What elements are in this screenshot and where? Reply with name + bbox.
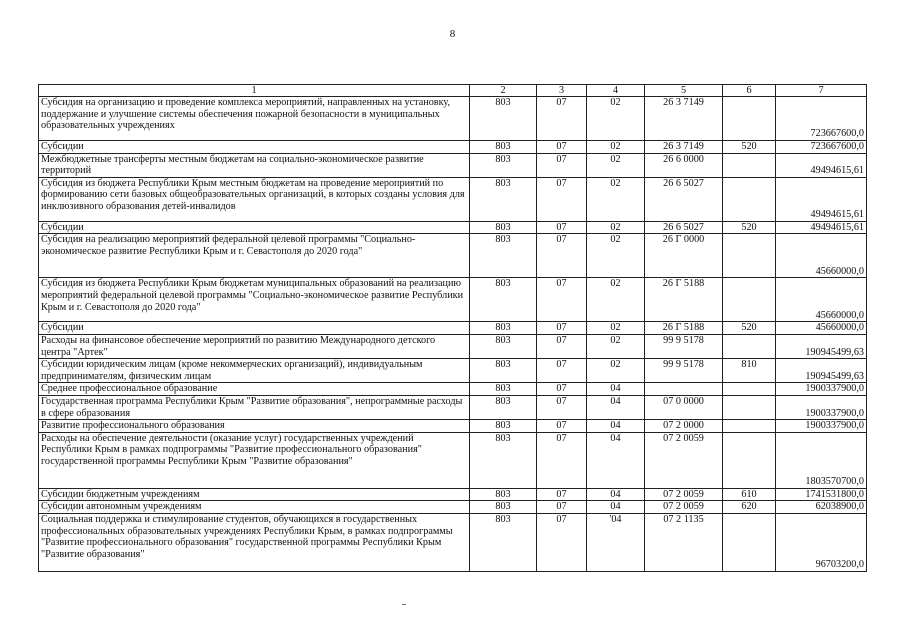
subsection-cell: 02 [587, 322, 645, 335]
grbs-cell: 803 [470, 153, 537, 177]
amount-cell: 190945499,63 [776, 334, 867, 358]
target-article-cell: 99 9 5178 [645, 334, 723, 358]
subsection-cell: 02 [587, 359, 645, 383]
section-cell: 07 [537, 432, 587, 488]
subsection-cell: 04 [587, 488, 645, 501]
grbs-cell: 803 [470, 97, 537, 141]
row-name-cell: Государственная программа Республики Крым "Развитие образования", непрограммные расходы в сфере образования [39, 395, 470, 419]
header-cell: 1 [39, 85, 470, 97]
table-row [39, 97, 867, 141]
row-name-cell: Субсидия из бюджета Республики Крым местным бюджетам на проведение мероприятий по формированию сети базовых общеобразовательных организаций, в которых созданы условия для инклюзивного образования детей-инвалидов [39, 177, 470, 221]
section-cell: 07 [537, 153, 587, 177]
row-name-cell: Субсидия на организацию и проведение комплекса мероприятий, направленных на установку, поддержание и улучшение системы обеспечения пожарной безопасности в муниципальных образовательных учреждениях [39, 97, 470, 141]
row-name-cell: Развитие профессионального образования [39, 420, 470, 433]
section-cell: 07 [537, 97, 587, 141]
subsection-cell: 04 [587, 420, 645, 433]
grbs-cell: 803 [470, 420, 537, 433]
table-row [39, 359, 867, 383]
table-row [39, 513, 867, 571]
expense-type-cell [723, 177, 776, 221]
expense-type-cell: 520 [723, 322, 776, 335]
target-article-cell: 26 3 7149 [645, 141, 723, 154]
subsection-cell: 04 [587, 383, 645, 396]
grbs-cell: 803 [470, 177, 537, 221]
target-article-cell: 07 2 0059 [645, 488, 723, 501]
expense-type-cell: 520 [723, 221, 776, 234]
scan-mark [402, 604, 406, 605]
section-cell: 07 [537, 359, 587, 383]
section-cell: 07 [537, 221, 587, 234]
grbs-cell: 803 [470, 501, 537, 514]
target-article-cell: 07 2 0059 [645, 501, 723, 514]
row-name-cell: Расходы на обеспечение деятельности (оказание услуг) государственных учреждений Республики Крым в рамках подпрограммы "Развитие профессионального образования" государственной программы Республики Крым "Развитие образования" [39, 432, 470, 488]
subsection-cell: 04 [587, 432, 645, 488]
amount-cell: 1803570700,0 [776, 432, 867, 488]
expense-type-cell: 810 [723, 359, 776, 383]
expense-type-cell [723, 383, 776, 396]
subsection-cell: '04 [587, 513, 645, 571]
subsection-cell: 02 [587, 141, 645, 154]
amount-cell: 190945499,63 [776, 359, 867, 383]
table-row [39, 488, 867, 501]
amount-cell: 1741531800,0 [776, 488, 867, 501]
expense-type-cell [723, 432, 776, 488]
amount-cell: 1900337900,0 [776, 420, 867, 433]
grbs-cell: 803 [470, 383, 537, 396]
expense-type-cell: 620 [723, 501, 776, 514]
row-name-cell: Межбюджетные трансферты местным бюджетам на социально-экономическое развитие территорий [39, 153, 470, 177]
section-cell: 07 [537, 334, 587, 358]
target-article-cell: 26 Г 0000 [645, 234, 723, 278]
row-name-cell: Расходы на финансовое обеспечение мероприятий по развитию Международного детского центра "Артек" [39, 334, 470, 358]
amount-cell: 62038900,0 [776, 501, 867, 514]
section-cell: 07 [537, 488, 587, 501]
amount-cell: 49494615,61 [776, 177, 867, 221]
table-row [39, 501, 867, 514]
amount-cell: 96703200,0 [776, 513, 867, 571]
row-name-cell: Субсидия на реализацию мероприятий федеральной целевой программы "Социально-экономическое развитие Республики Крым и г. Севастополя до 2020 года" [39, 234, 470, 278]
expense-type-cell [723, 334, 776, 358]
amount-cell: 1900337900,0 [776, 395, 867, 419]
subsection-cell: 04 [587, 501, 645, 514]
grbs-cell: 803 [470, 334, 537, 358]
target-article-cell: 99 9 5178 [645, 359, 723, 383]
expense-type-cell: 610 [723, 488, 776, 501]
target-article-cell [645, 383, 723, 396]
table-header-row [39, 85, 867, 97]
amount-cell: 45660000,0 [776, 322, 867, 335]
table-row [39, 177, 867, 221]
target-article-cell: 07 0 0000 [645, 395, 723, 419]
target-article-cell: 26 6 5027 [645, 221, 723, 234]
target-article-cell: 26 3 7149 [645, 97, 723, 141]
target-article-cell: 26 6 0000 [645, 153, 723, 177]
row-name-cell: Субсидии [39, 221, 470, 234]
header-cell: 5 [645, 85, 723, 97]
subsection-cell: 02 [587, 177, 645, 221]
amount-cell: 723667600,0 [776, 141, 867, 154]
table-row [39, 234, 867, 278]
target-article-cell: 07 2 0059 [645, 432, 723, 488]
table-row [39, 153, 867, 177]
expense-type-cell [723, 513, 776, 571]
header-cell: 2 [470, 85, 537, 97]
grbs-cell: 803 [470, 432, 537, 488]
subsection-cell: 02 [587, 97, 645, 141]
subsection-cell: 02 [587, 278, 645, 322]
expense-type-cell [723, 420, 776, 433]
grbs-cell: 803 [470, 322, 537, 335]
expense-type-cell [723, 234, 776, 278]
target-article-cell: 07 2 1135 [645, 513, 723, 571]
target-article-cell: 26 6 5027 [645, 177, 723, 221]
expense-type-cell [723, 153, 776, 177]
budget-table [38, 84, 867, 572]
row-name-cell: Среднее профессиональное образование [39, 383, 470, 396]
amount-cell: 49494615,61 [776, 221, 867, 234]
header-cell: 3 [537, 85, 587, 97]
subsection-cell: 02 [587, 153, 645, 177]
section-cell: 07 [537, 395, 587, 419]
table-row [39, 221, 867, 234]
target-article-cell: 26 Г 5188 [645, 278, 723, 322]
row-name-cell: Социальная поддержка и стимулирование студентов, обучающихся в государственных профессиональных образовательных учреждениях Республики Крым, в рамках подпрограммы "Развитие профессионального образования" государственной программы Республики Крым "Развитие образования" [39, 513, 470, 571]
section-cell: 07 [537, 513, 587, 571]
expense-type-cell [723, 395, 776, 419]
section-cell: 07 [537, 278, 587, 322]
expense-type-cell [723, 278, 776, 322]
subsection-cell: 02 [587, 221, 645, 234]
amount-cell: 723667600,0 [776, 97, 867, 141]
expense-type-cell: 520 [723, 141, 776, 154]
row-name-cell: Субсидии автономным учреждениям [39, 501, 470, 514]
table-row [39, 395, 867, 419]
subsection-cell: 02 [587, 334, 645, 358]
section-cell: 07 [537, 383, 587, 396]
amount-cell: 49494615,61 [776, 153, 867, 177]
subsection-cell: 04 [587, 395, 645, 419]
table-row [39, 141, 867, 154]
amount-cell: 45660000,0 [776, 234, 867, 278]
table-row [39, 383, 867, 396]
row-name-cell: Субсидии юридическим лицам (кроме некоммерческих организаций), индивидуальным предпринимателям, физическим лицам [39, 359, 470, 383]
subsection-cell: 02 [587, 234, 645, 278]
grbs-cell: 803 [470, 395, 537, 419]
row-name-cell: Субсидии [39, 322, 470, 335]
grbs-cell: 803 [470, 141, 537, 154]
header-cell: 6 [723, 85, 776, 97]
section-cell: 07 [537, 420, 587, 433]
header-cell: 7 [776, 85, 867, 97]
row-name-cell: Субсидия из бюджета Республики Крым бюджетам муниципальных образований на реализацию мероприятий федеральной целевой программы "Социально-экономическое развитие Республики Крым и г. Севастополя до 2020 года" [39, 278, 470, 322]
header-cell: 4 [587, 85, 645, 97]
table-row [39, 432, 867, 488]
section-cell: 07 [537, 501, 587, 514]
section-cell: 07 [537, 141, 587, 154]
row-name-cell: Субсидии [39, 141, 470, 154]
target-article-cell: 26 Г 5188 [645, 322, 723, 335]
grbs-cell: 803 [470, 513, 537, 571]
section-cell: 07 [537, 177, 587, 221]
table-row [39, 322, 867, 335]
grbs-cell: 803 [470, 278, 537, 322]
section-cell: 07 [537, 322, 587, 335]
table-row [39, 278, 867, 322]
table-row [39, 420, 867, 433]
row-name-cell: Субсидии бюджетным учреждениям [39, 488, 470, 501]
expense-type-cell [723, 97, 776, 141]
amount-cell: 1900337900,0 [776, 383, 867, 396]
target-article-cell: 07 2 0000 [645, 420, 723, 433]
grbs-cell: 803 [470, 488, 537, 501]
grbs-cell: 803 [470, 359, 537, 383]
page-number: 8 [449, 28, 456, 40]
amount-cell: 45660000,0 [776, 278, 867, 322]
section-cell: 07 [537, 234, 587, 278]
table-row [39, 334, 867, 358]
grbs-cell: 803 [470, 234, 537, 278]
grbs-cell: 803 [470, 221, 537, 234]
